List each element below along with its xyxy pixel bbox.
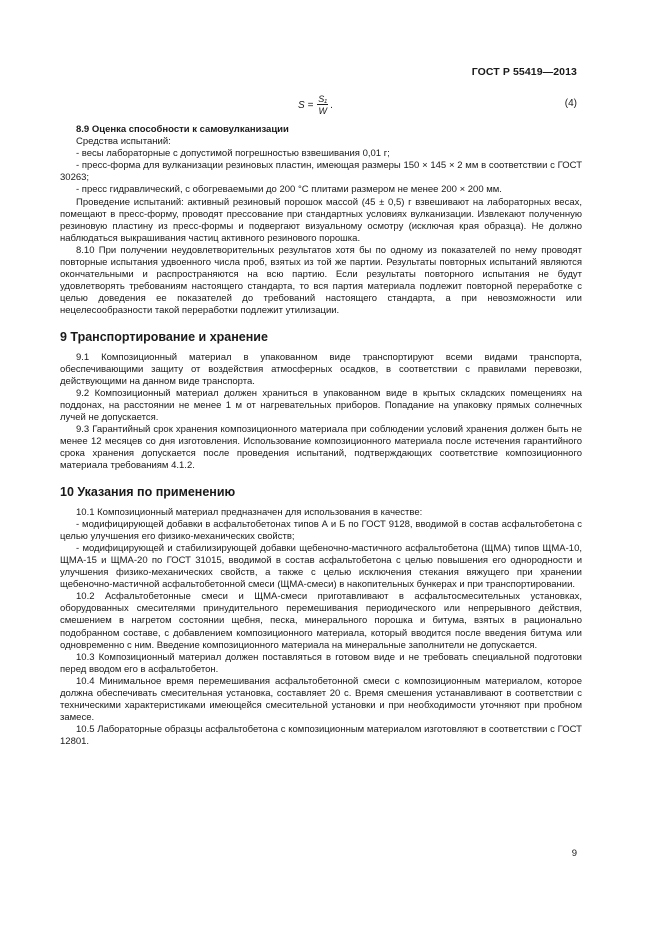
formula-number: (4) — [564, 98, 577, 109]
formula-denominator: W — [318, 106, 327, 116]
list-item: - модифицирующей добавки в асфальтобетонах типов А и Б по ГОСТ 9128, вводимой в состав асфальтобетона с целью улучшения его физико-механических свойств; — [60, 518, 582, 542]
formula-numerator: S₁ — [318, 94, 328, 104]
paragraph: 10.2 Асфальтобетонные смеси и ЩМА-смеси приготавливают в асфальтосмесительных установках, оборудованных смесителями принудительного перемешивания периодического или непрерывного действия, смешением в нагретом состоянии щебня, песка, минерального порошка и битума, взятых в рационально подобранном составе, с добавлением композиционного материала, который вводится после введения битума или одновременно с ним. Введение композиционного материала на минеральные заполнители не допускается. — [60, 591, 582, 651]
list-item: - весы лабораторные с допустимой погрешностью взвешивания 0,01 г; — [76, 148, 390, 160]
paragraph: 10.3 Композиционный материал должен поставляться в готовом виде и не требовать специальной подготовки перед вводом его в асфальтобетон. — [60, 651, 582, 675]
formula-lhs: S = — [298, 99, 314, 111]
paragraph: 9.2 Композиционный материал должен храниться в упакованном виде в крытых складских помещениях на поддонах, на расстоянии не менее 1 м от нагревательных приборов. Попадание на упаковку прямых солнечных лучей не допускается. — [60, 387, 582, 424]
paragraph: Проведение испытаний: активный резиновый порошок массой (45 ± 0,5) г взвешивают на лабораторных весах, помещают в пресс-форму, проводят прессование при стандартных условиях вулканизации. Извлекают полученную резиновую пластину из пресс-формы и подвергают визуальному осмотру (исключая края образца). Не должно наблюдаться выкрашивания частиц активного резинового порошка. — [60, 196, 582, 244]
section-heading-9: 9 Транспортирование и хранение — [60, 329, 268, 344]
paragraph: 10.5 Лабораторные образцы асфальтобетона с композиционным материалом изготовляют в соответствии с ГОСТ 12801. — [60, 724, 582, 748]
page-number: 9 — [571, 848, 577, 859]
formula-fraction — [317, 94, 328, 116]
section-heading-10: 10 Указания по применению — [60, 484, 236, 499]
paragraph: 10.4 Минимальное время перемешивания асфальтобетонной смеси с композиционным материалом, которое должна обеспечивать смесительная установка, составляет 20 с. Время смешения устанавливают в соответствии с техническими характеристиками имеющейся смесительной установки и при необходимости уточняют при пробном замесе. — [60, 675, 582, 724]
standard-number: ГОСТ Р 55419—2013 — [471, 66, 577, 78]
list-item: - пресс гидравлический, с обогреваемыми до 200 °С плитами размером не менее 200 × 200 мм. — [76, 184, 502, 196]
paragraph: 9.1 Композиционный материал в упакованном виде транспортируют всеми видами транспорта, обеспечивающими защиту от воздействия атмосферных осадков, в соответствии с правилами перевозки, действующими на данном виде транспорта. — [60, 351, 582, 387]
list-item: - пресс-форма для вулканизации резиновых пластин, имеющая размеры 150 × 145 × 2 мм в соответствии с ГОСТ 30263; — [60, 160, 582, 184]
list-item: - модифицирующей и стабилизирующей добавки щебеночно-мастичного асфальтобетона (ЩМА) типов ЩМА-10, ЩМА-15 и ЩМА-20 по ГОСТ 31015, вводимой в состав асфальтобетона с целью повышения его однородности и улучшения физико-механических свойств, а также с целью исключения стекания вяжущего при хранении щебеночно-мастичной асфальтобетонной смеси (ЩМА-смеси) в накопительных бункерах и при транспортировании. — [60, 542, 582, 591]
paragraph: Средства испытаний: — [76, 136, 171, 148]
page-content — [60, 124, 582, 749]
formula-tail: . — [330, 99, 333, 111]
formula-4 — [298, 94, 333, 116]
paragraph: 10.1 Композиционный материал предназначен для использования в качестве: — [76, 506, 423, 518]
paragraph: 9.3 Гарантийный срок хранения композиционного материала при соблюдении условий хранения должен быть не менее 12 месяцев со дня изготовления. Использование композиционного материала после истечения гарантийного срока хранения допускается после проведения испытаний, подтверждающих соответствие композиционного материала требованиям 4.1.2. — [60, 424, 582, 472]
paragraph: 8.10 При получении неудовлетворительных результатов хотя бы по одному из показателей по нему проводят повторные испытания удвоенного числа проб, взятых из той же партии. Результаты повторных испытаний являются окончательными и распространяются на всю партию. Если результаты повторного испытания не будут удовлетворять требованиям настоящего стандарта, то вся партия материала подлежит повторной переработке с целью доведения ее показателей до требований настоящего стандарта, а при невозможности или нецелесообразности такой переработки подлежит утилизации. — [60, 244, 582, 317]
subsection-heading-8-9: 8.9 Оценка способности к самовулканизации — [76, 124, 289, 135]
